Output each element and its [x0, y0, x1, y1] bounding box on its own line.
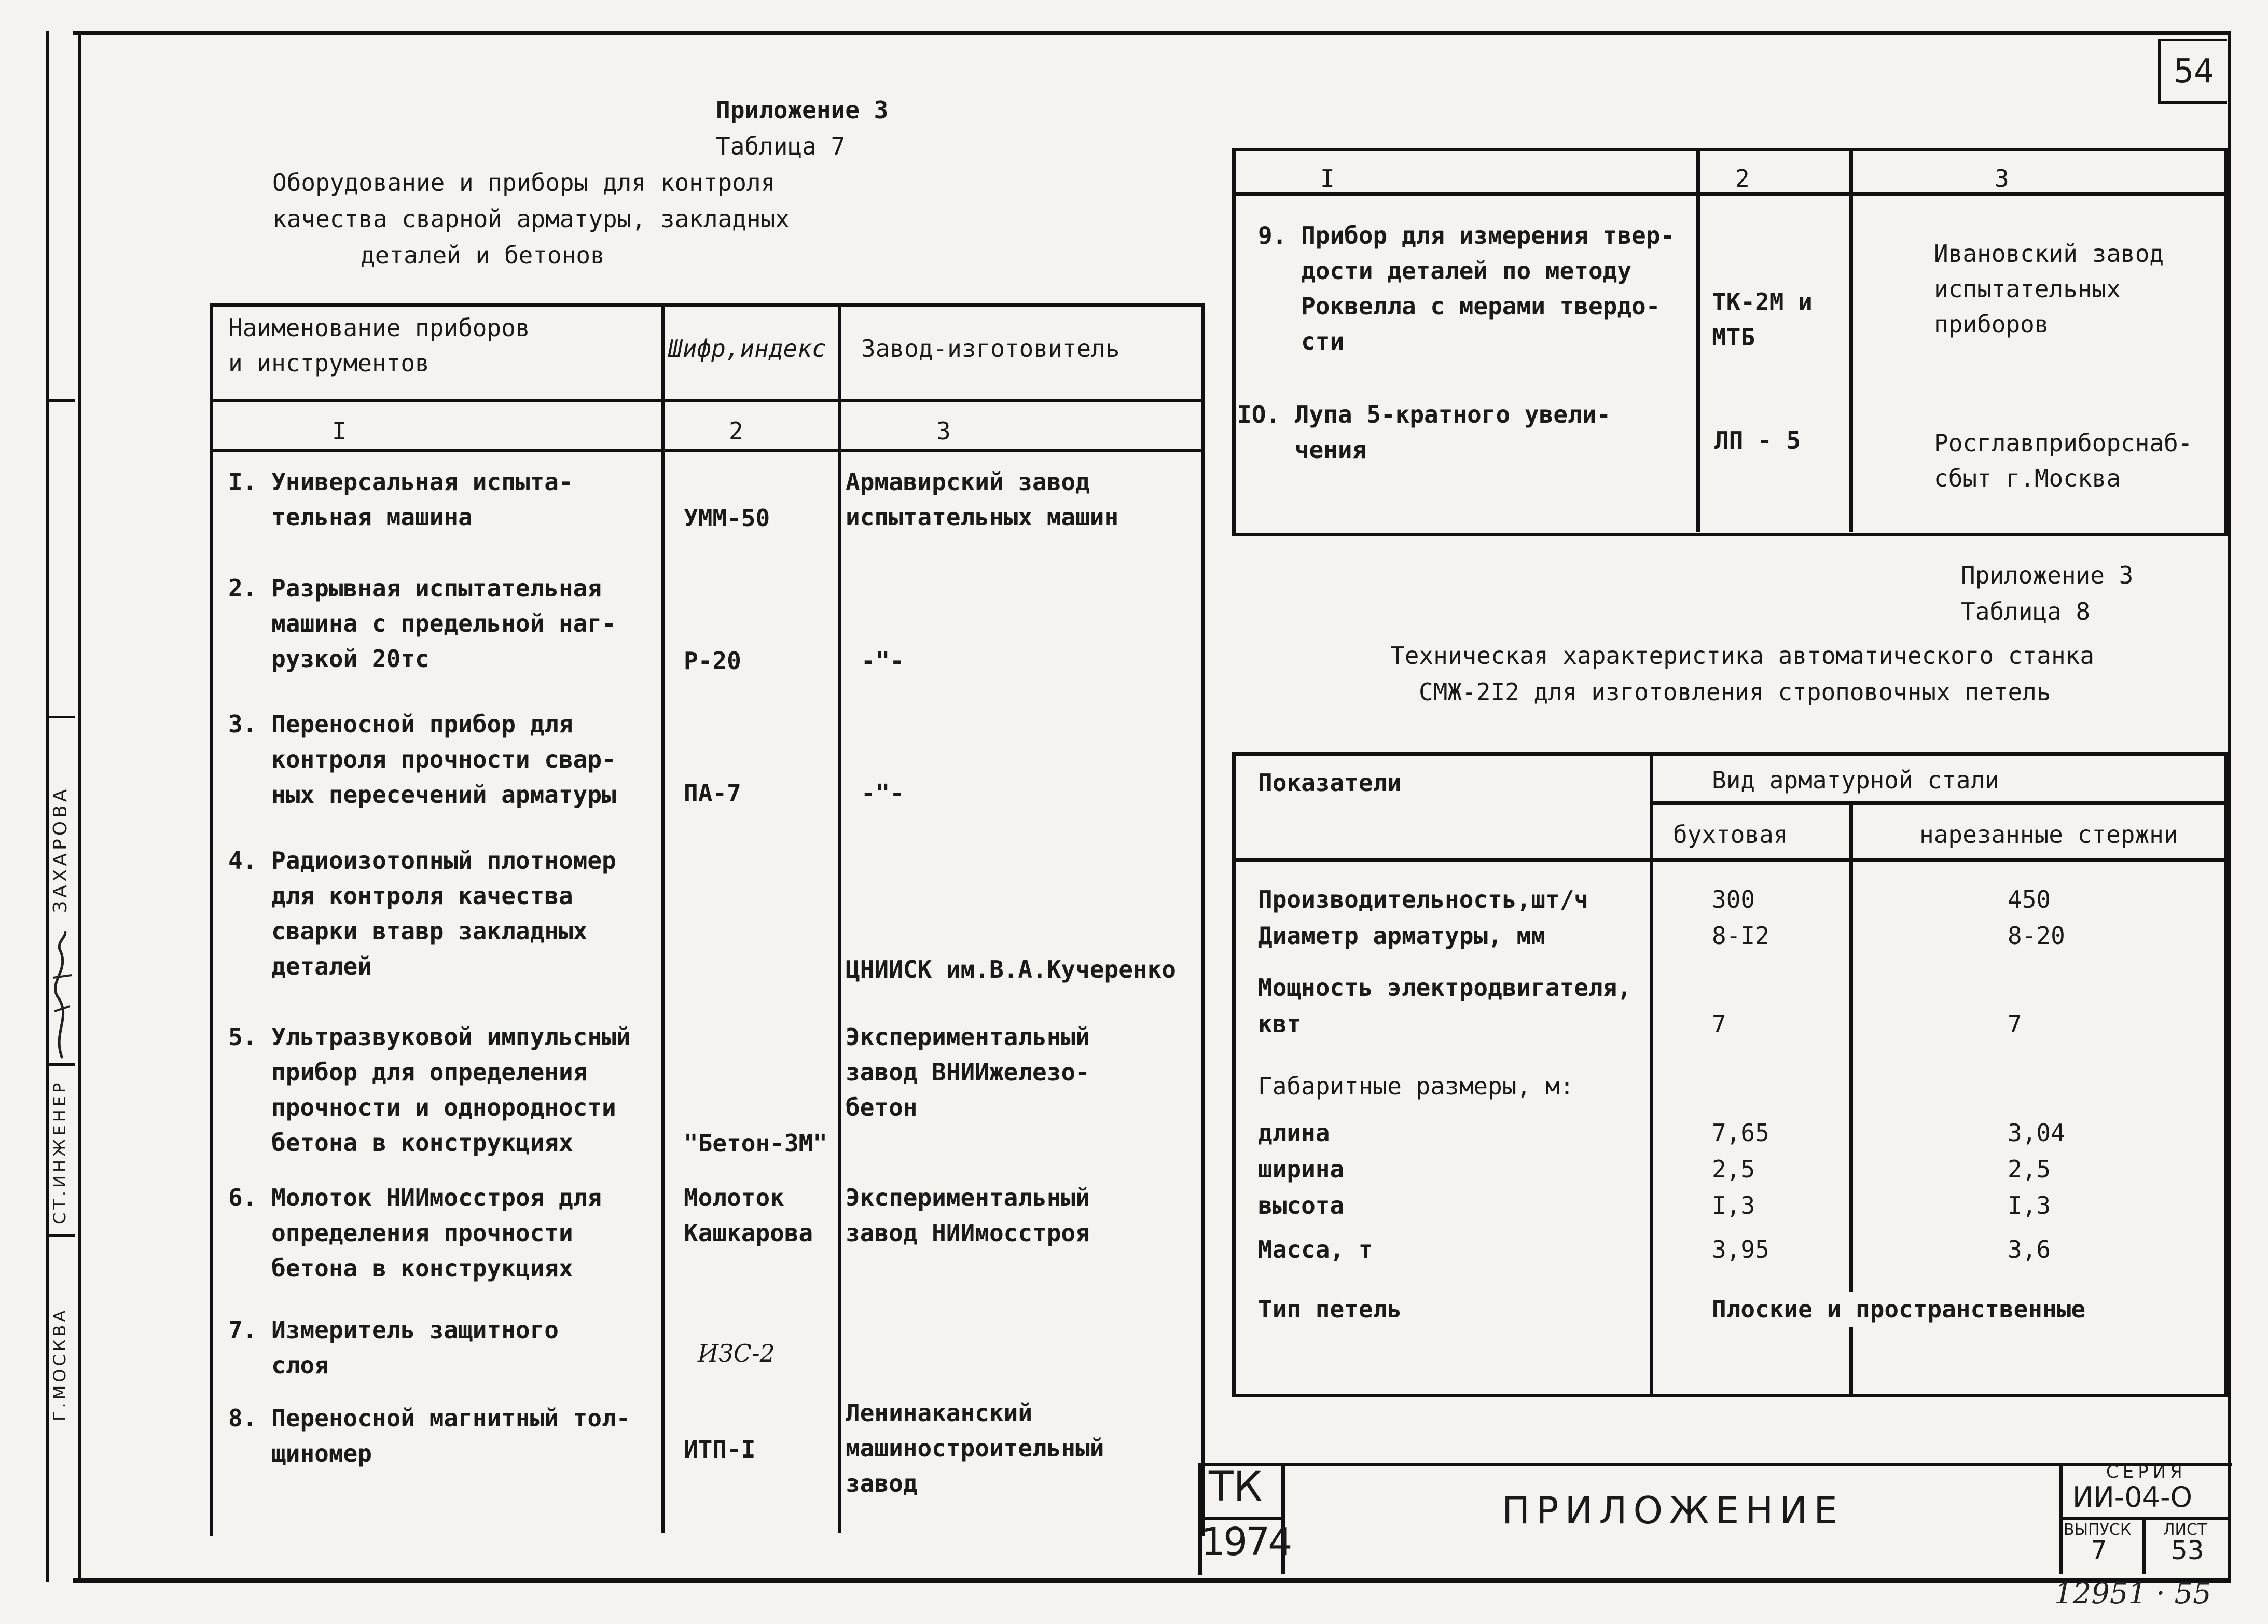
table7-row-maker: -"- — [861, 779, 905, 807]
table8-header-indicators: Показатели — [1258, 769, 1402, 797]
table7-row-maker: Ленинаканский машиностроительный завод — [846, 1399, 1104, 1497]
table7-colnum-line — [210, 449, 1201, 452]
table8-row-label: Производительность,шт/ч — [1258, 885, 1588, 913]
table7-row-maker: Экспериментальный завод НИИмосстроя — [846, 1184, 1090, 1247]
table8-row-b: 7 — [2008, 1010, 2022, 1038]
sheet-label: ЛИСТ — [2163, 1521, 2207, 1539]
table7-header-maker: Завод-изготовитель — [861, 335, 1120, 363]
table8-row-a: I,3 — [1712, 1191, 1755, 1219]
table7-cont-row-name: IO. Лупа 5-кратного увели- чения — [1237, 400, 1611, 464]
table7-row-maker: Экспериментальный завод ВНИИжелезо- бетон — [846, 1023, 1090, 1121]
table8-title-line: СМЖ-2I2 для изготовления строповочных петель — [1419, 678, 2051, 706]
table8-row-label: Масса, т — [1258, 1236, 1373, 1264]
table8-row-b: 2,5 — [2008, 1155, 2051, 1183]
table7-cont-colnum: 3 — [1995, 164, 2009, 192]
table8-row-label: ширина — [1258, 1155, 1345, 1183]
title-block-divider — [2142, 1517, 2146, 1574]
table7-cont-row-code: ТК-2М и МТБ — [1712, 288, 1813, 351]
strip-divider — [46, 1063, 75, 1066]
appendix-label-right: Приложение 3 — [1961, 561, 2134, 589]
table7-row-maker: Армавирский завод испытательных машин — [846, 468, 1119, 531]
table7-colnum: I — [332, 417, 347, 445]
table8-row-a: 2,5 — [1712, 1155, 1755, 1183]
table7-label: Таблица 7 — [716, 132, 846, 160]
table8-row-label: Диаметр арматуры, мм — [1258, 922, 1545, 950]
issue-value: 7 — [2091, 1535, 2107, 1565]
table8-subheader: нарезанные стержни — [1919, 821, 2178, 849]
table7-title-line: Оборудование и приборы для контроля — [272, 169, 776, 197]
table7-row-name: 8. Переносной магнитный тол- щиномер — [228, 1404, 631, 1467]
table8-row-label: квт — [1258, 1010, 1302, 1038]
table8-row-a: 3,95 — [1712, 1236, 1769, 1264]
table7-header-line — [210, 399, 1201, 402]
appendix-label-left: Приложение 3 — [716, 96, 889, 124]
sheet-number: 54 — [2158, 39, 2227, 104]
table8-subheader-line — [1650, 801, 2224, 805]
table7-cont-colnum: 2 — [1735, 164, 1750, 192]
table7-colnum: 2 — [729, 417, 743, 445]
table7-row-code: "Бетон-3М" — [684, 1129, 827, 1157]
table7-row-code: ПА-7 — [684, 779, 741, 807]
strip-role-label: СТ.ИНЖЕНЕР — [50, 1079, 70, 1224]
table7-cont-row-maker: Росглавприборснаб- сбыт г.Москва — [1934, 429, 2193, 492]
table7-header-code: Шифр,индекс — [668, 335, 826, 363]
strip-city-label: Г.МОСКВА — [50, 1307, 70, 1421]
strip-name-label: ЗАХАРОВА — [50, 786, 71, 913]
signature — [47, 928, 78, 1063]
table8-col-divider — [1650, 752, 1653, 1395]
table8-row-a: Плоские и пространственные — [1712, 1292, 2085, 1327]
title-org-line1: ТК — [1209, 1464, 1263, 1510]
table8-row-b: I,3 — [2008, 1191, 2051, 1219]
table7-row-name: 6. Молоток НИИмосстроя для определения прочности бетона в конструкциях — [228, 1184, 602, 1282]
table8-header-steel: Вид арматурной стали — [1712, 766, 1999, 794]
table7-row-name: 2. Разрывная испытательная машина с предельной наг- рузкой 20тс — [228, 574, 616, 673]
table8-row-label: Габаритные размеры, м: — [1258, 1072, 1574, 1100]
table7-cont-row-code: ЛП - 5 — [1714, 426, 1801, 454]
table8-row-a: 8-I2 — [1712, 922, 1769, 950]
table7-col-divider — [838, 303, 841, 1533]
table8-subheader: бухтовая — [1673, 821, 1788, 849]
table8-row-label: Мощность электродвигателя, — [1258, 974, 1632, 1002]
table7-row-name: 3. Переносной прибор для контроля прочности свар- ных пересечений арматуры — [228, 710, 616, 809]
table7-header-name: Наименование приборов и инструментов — [228, 314, 530, 377]
table7-cont-row-name: 9. Прибор для измерения твер- дости деталей по методу Роквелла с мерами твердо- сти — [1258, 221, 1675, 355]
table8-row-label: Тип петель — [1258, 1295, 1402, 1323]
table7-title-line: деталей и бетонов — [361, 241, 605, 269]
series-value: ИИ-04-О — [2072, 1481, 2192, 1514]
table7-row-code: ИТП-I — [684, 1435, 756, 1463]
table8-row-a: 7 — [1712, 1010, 1726, 1038]
table8-row-a: 300 — [1712, 885, 1755, 913]
table7-row-name: 5. Ультразвуковой импульсный прибор для определения прочности и однородности бетона в конструкциях — [228, 1023, 631, 1157]
table7-row-code: УММ-50 — [684, 504, 770, 532]
table8-label: Таблица 8 — [1961, 598, 2091, 626]
table7-row-maker: ЦНИИСК им.В.А.Кучеренко — [846, 955, 1176, 983]
table7-cont-header-line — [1232, 192, 2228, 196]
table7-row-name: I. Универсальная испыта- тельная машина — [228, 468, 573, 531]
table7-cont-col-divider — [1849, 148, 1853, 532]
series-label: СЕРИЯ — [2106, 1462, 2187, 1482]
table7-row-name: 7. Измеритель защитного слоя — [228, 1316, 559, 1379]
table7-row-code: Р-20 — [684, 647, 741, 675]
table7-row-code: Молоток Кашкарова — [684, 1184, 813, 1247]
table7-cont-col-divider — [1696, 148, 1700, 532]
table7-col-divider — [661, 303, 665, 1533]
table7-cont-colnum: I — [1320, 164, 1335, 192]
table8-header-line — [1232, 858, 2228, 862]
table8-row-b: 3,6 — [2008, 1236, 2051, 1264]
strip-divider — [46, 716, 75, 718]
strip-divider — [46, 399, 75, 402]
table8-row-a: 7,65 — [1712, 1119, 1769, 1147]
handwritten-number: 12951 · 55 — [2054, 1577, 2211, 1611]
table7-row-name: 4. Радиоизотопный плотномер для контроля качества сварки втавр закладных деталей — [228, 846, 616, 980]
table7-row-code: ИЗС-2 — [698, 1339, 775, 1367]
table7-cont-row-maker: Ивановский завод испытательных приборов — [1934, 240, 2164, 338]
issue-label: ВЫПУСК — [2064, 1521, 2132, 1539]
strip-divider — [46, 1234, 75, 1237]
title-org-line2: 1974 — [1201, 1520, 1291, 1564]
table8-row-b: 3,04 — [2008, 1119, 2065, 1147]
table8-row-label: высота — [1258, 1191, 1345, 1219]
table8-row-b: 8-20 — [2008, 922, 2065, 950]
table7-row-maker: -"- — [861, 647, 905, 675]
table7-colnum: 3 — [936, 417, 951, 445]
sheet-value: 53 — [2171, 1535, 2204, 1565]
document-title: ПРИЛОЖЕНИЕ — [1502, 1489, 1844, 1532]
table8-title-line: Техническая характеристика автоматического станка — [1390, 642, 2095, 670]
table8-row-label: длина — [1258, 1119, 1330, 1147]
table7-title-line: качества сварной арматуры, закладных — [272, 205, 790, 233]
table8-row-b: 450 — [2008, 885, 2051, 913]
